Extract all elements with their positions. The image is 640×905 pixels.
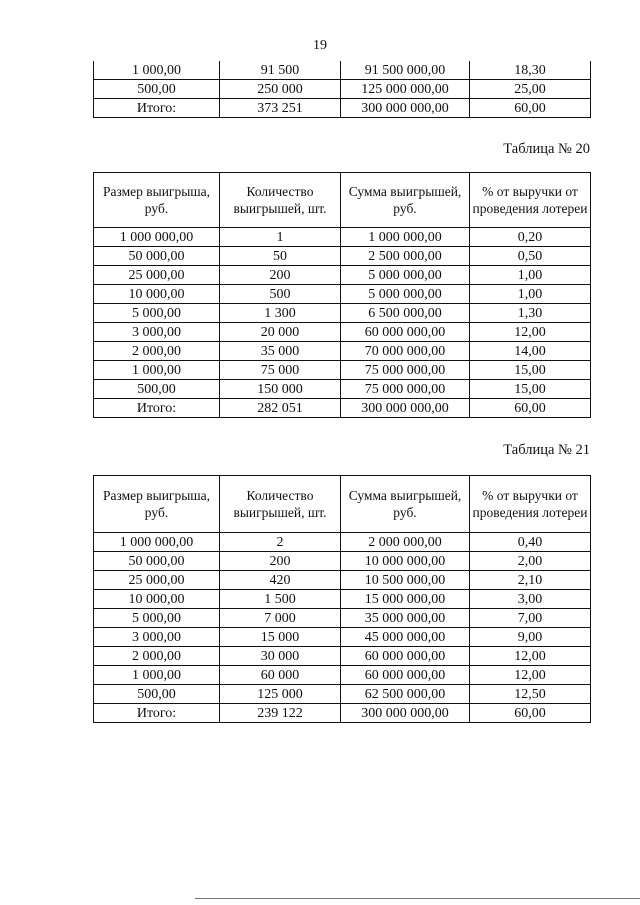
cell-prize-sum: 70 000 000,00 bbox=[341, 342, 470, 361]
cell-prize-count: 1 300 bbox=[220, 304, 341, 323]
cell-prize-sum: 1 000 000,00 bbox=[341, 228, 470, 247]
cell-revenue-percent: 25,00 bbox=[470, 80, 591, 99]
table-row bbox=[94, 80, 591, 99]
cell-revenue-percent: 60,00 bbox=[470, 99, 591, 118]
column-header-prize-amount: Размер выигрыша, руб. bbox=[94, 476, 220, 533]
table-row bbox=[94, 247, 591, 266]
header-row bbox=[94, 173, 591, 228]
table-header bbox=[94, 476, 591, 533]
table-row bbox=[94, 342, 591, 361]
cell-prize-amount: 10 000,00 bbox=[94, 590, 220, 609]
cell-revenue-percent: 12,00 bbox=[470, 647, 591, 666]
cell-revenue-percent: 60,00 bbox=[470, 399, 591, 418]
cell-prize-sum: 60 000 000,00 bbox=[341, 647, 470, 666]
prize-table-21 bbox=[93, 475, 591, 723]
cell-prize-sum: 75 000 000,00 bbox=[341, 380, 470, 399]
column-header-prize-count: Количество выигрышей, шт. bbox=[220, 173, 341, 228]
cell-prize-count: 2 bbox=[220, 533, 341, 552]
cell-prize-count: 1 bbox=[220, 228, 341, 247]
cell-prize-amount: 25 000,00 bbox=[94, 266, 220, 285]
cell-prize-count: 75 000 bbox=[220, 361, 341, 380]
cell-prize-sum: 60 000 000,00 bbox=[341, 323, 470, 342]
cell-prize-count: 60 000 bbox=[220, 666, 341, 685]
cell-prize-amount: 2 000,00 bbox=[94, 647, 220, 666]
cell-revenue-percent: 2,00 bbox=[470, 552, 591, 571]
cell-prize-amount: 500,00 bbox=[94, 380, 220, 399]
table-row bbox=[94, 609, 591, 628]
cell-prize-sum: 6 500 000,00 bbox=[341, 304, 470, 323]
table-row bbox=[94, 323, 591, 342]
column-header-prize-sum: Сумма выигрышей, руб. bbox=[341, 476, 470, 533]
cell-prize-sum: 300 000 000,00 bbox=[341, 704, 470, 723]
cell-prize-count: 500 bbox=[220, 285, 341, 304]
table-row bbox=[94, 666, 591, 685]
cell-revenue-percent: 1,00 bbox=[470, 285, 591, 304]
table-row bbox=[94, 571, 591, 590]
page-edge-line bbox=[195, 898, 640, 899]
cell-prize-count: 50 bbox=[220, 247, 341, 266]
table-row bbox=[94, 647, 591, 666]
cell-revenue-percent: 60,00 bbox=[470, 704, 591, 723]
cell-prize-amount: 5 000,00 bbox=[94, 609, 220, 628]
cell-revenue-percent: 1,30 bbox=[470, 304, 591, 323]
cell-prize-count: 373 251 bbox=[220, 99, 341, 118]
column-header-revenue-percent: % от выручки от проведения лотереи bbox=[470, 173, 591, 228]
cell-revenue-percent: 12,00 bbox=[470, 666, 591, 685]
cell-prize-amount: 2 000,00 bbox=[94, 342, 220, 361]
cell-prize-count: 239 122 bbox=[220, 704, 341, 723]
cell-prize-sum: 45 000 000,00 bbox=[341, 628, 470, 647]
cell-prize-sum: 15 000 000,00 bbox=[341, 590, 470, 609]
header-row bbox=[94, 476, 591, 533]
cell-revenue-percent: 3,00 bbox=[470, 590, 591, 609]
cell-prize-count: 20 000 bbox=[220, 323, 341, 342]
prize-table-continued bbox=[93, 61, 591, 118]
page-number: 19 bbox=[313, 38, 327, 53]
cell-revenue-percent: 9,00 bbox=[470, 628, 591, 647]
cell-revenue-percent: 7,00 bbox=[470, 609, 591, 628]
cell-revenue-percent: 18,30 bbox=[470, 61, 591, 80]
table-21-caption: Таблица № 21 bbox=[503, 442, 590, 458]
cell-prize-sum: 91 500 000,00 bbox=[341, 61, 470, 80]
cell-prize-sum: 300 000 000,00 bbox=[341, 99, 470, 118]
cell-prize-amount: Итого: bbox=[94, 399, 220, 418]
cell-prize-amount: 25 000,00 bbox=[94, 571, 220, 590]
cell-prize-amount: 1 000,00 bbox=[94, 361, 220, 380]
cell-revenue-percent: 0,40 bbox=[470, 533, 591, 552]
cell-prize-sum: 35 000 000,00 bbox=[341, 609, 470, 628]
cell-prize-count: 420 bbox=[220, 571, 341, 590]
cell-prize-sum: 5 000 000,00 bbox=[341, 285, 470, 304]
table-row bbox=[94, 61, 591, 80]
column-header-prize-count: Количество выигрышей, шт. bbox=[220, 476, 341, 533]
cell-prize-sum: 62 500 000,00 bbox=[341, 685, 470, 704]
table-row bbox=[94, 590, 591, 609]
cell-prize-count: 200 bbox=[220, 266, 341, 285]
cell-revenue-percent: 0,50 bbox=[470, 247, 591, 266]
cell-revenue-percent: 15,00 bbox=[470, 361, 591, 380]
cell-revenue-percent: 1,00 bbox=[470, 266, 591, 285]
table-body bbox=[94, 228, 591, 418]
cell-prize-count: 30 000 bbox=[220, 647, 341, 666]
cell-prize-amount: 1 000 000,00 bbox=[94, 228, 220, 247]
cell-prize-amount: Итого: bbox=[94, 99, 220, 118]
table-row bbox=[94, 552, 591, 571]
cell-prize-amount: 50 000,00 bbox=[94, 247, 220, 266]
cell-revenue-percent: 12,00 bbox=[470, 323, 591, 342]
cell-prize-count: 282 051 bbox=[220, 399, 341, 418]
table-row bbox=[94, 228, 591, 247]
cell-revenue-percent: 0,20 bbox=[470, 228, 591, 247]
cell-prize-count: 250 000 bbox=[220, 80, 341, 99]
cell-revenue-percent: 12,50 bbox=[470, 685, 591, 704]
table-row bbox=[94, 533, 591, 552]
table-body bbox=[94, 533, 591, 723]
cell-prize-count: 35 000 bbox=[220, 342, 341, 361]
cell-prize-amount: 500,00 bbox=[94, 685, 220, 704]
cell-revenue-percent: 2,10 bbox=[470, 571, 591, 590]
prize-table-20 bbox=[93, 172, 591, 418]
table-header bbox=[94, 173, 591, 228]
table-row bbox=[94, 399, 591, 418]
table-row bbox=[94, 685, 591, 704]
cell-prize-amount: 3 000,00 bbox=[94, 628, 220, 647]
table-row bbox=[94, 704, 591, 723]
cell-prize-count: 1 500 bbox=[220, 590, 341, 609]
cell-revenue-percent: 14,00 bbox=[470, 342, 591, 361]
cell-prize-sum: 10 500 000,00 bbox=[341, 571, 470, 590]
cell-prize-count: 7 000 bbox=[220, 609, 341, 628]
cell-prize-count: 91 500 bbox=[220, 61, 341, 80]
cell-prize-amount: 3 000,00 bbox=[94, 323, 220, 342]
column-header-prize-sum: Сумма выигрышей, руб. bbox=[341, 173, 470, 228]
cell-prize-amount: 10 000,00 bbox=[94, 285, 220, 304]
cell-prize-sum: 300 000 000,00 bbox=[341, 399, 470, 418]
table-row bbox=[94, 304, 591, 323]
cell-prize-amount: 1 000 000,00 bbox=[94, 533, 220, 552]
table-row bbox=[94, 380, 591, 399]
cell-prize-sum: 2 000 000,00 bbox=[341, 533, 470, 552]
cell-prize-count: 150 000 bbox=[220, 380, 341, 399]
cell-prize-amount: 1 000,00 bbox=[94, 666, 220, 685]
cell-prize-sum: 75 000 000,00 bbox=[341, 361, 470, 380]
cell-prize-count: 125 000 bbox=[220, 685, 341, 704]
table-row bbox=[94, 99, 591, 118]
cell-prize-sum: 2 500 000,00 bbox=[341, 247, 470, 266]
column-header-prize-amount: Размер выигрыша, руб. bbox=[94, 173, 220, 228]
table-20-caption: Таблица № 20 bbox=[503, 141, 590, 157]
table-row bbox=[94, 361, 591, 380]
column-header-revenue-percent: % от выручки от проведения лотереи bbox=[470, 476, 591, 533]
cell-prize-amount: 500,00 bbox=[94, 80, 220, 99]
cell-revenue-percent: 15,00 bbox=[470, 380, 591, 399]
table-row bbox=[94, 628, 591, 647]
cell-prize-sum: 5 000 000,00 bbox=[341, 266, 470, 285]
cell-prize-amount: 5 000,00 bbox=[94, 304, 220, 323]
cell-prize-sum: 60 000 000,00 bbox=[341, 666, 470, 685]
cell-prize-amount: 50 000,00 bbox=[94, 552, 220, 571]
table-body bbox=[94, 61, 591, 118]
cell-prize-count: 200 bbox=[220, 552, 341, 571]
cell-prize-sum: 10 000 000,00 bbox=[341, 552, 470, 571]
table-row bbox=[94, 266, 591, 285]
cell-prize-count: 15 000 bbox=[220, 628, 341, 647]
table-row bbox=[94, 285, 591, 304]
cell-prize-amount: 1 000,00 bbox=[94, 61, 220, 80]
cell-prize-amount: Итого: bbox=[94, 704, 220, 723]
cell-prize-sum: 125 000 000,00 bbox=[341, 80, 470, 99]
